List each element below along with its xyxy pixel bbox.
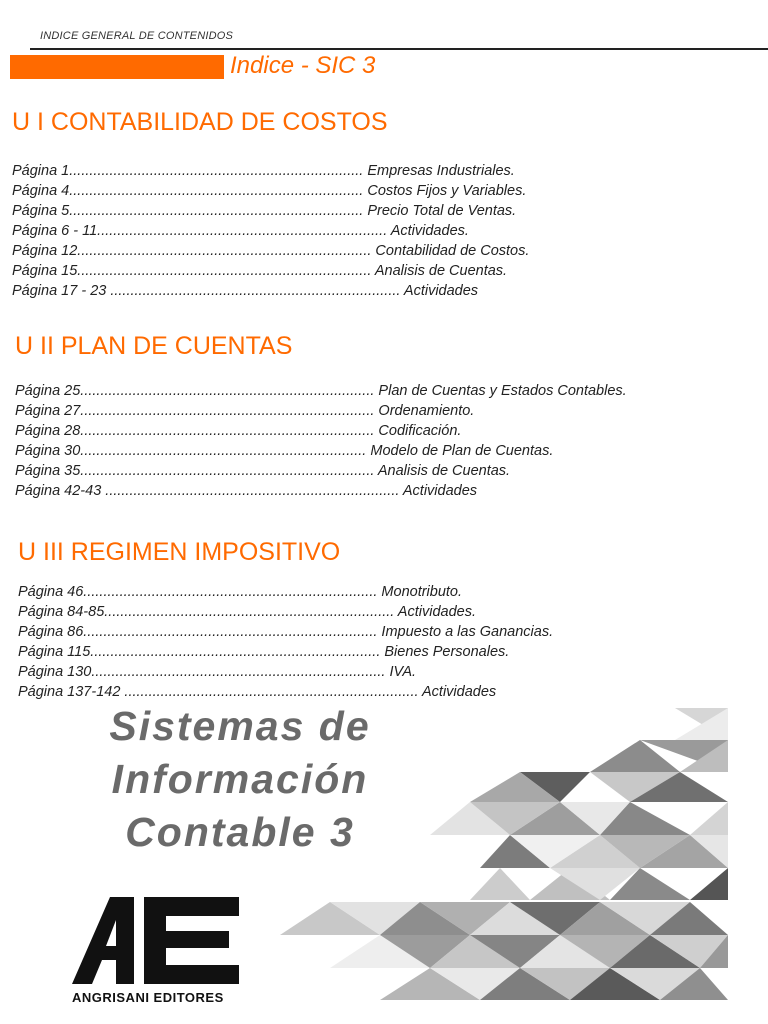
toc-entry: Página 35......................................................................... Analisis de Cuentas. xyxy=(15,463,511,479)
header-rule xyxy=(30,48,768,50)
cover-title-line: Información xyxy=(111,756,369,802)
toc-entry: Página 4......................................................................... Costos Fijos y Variables. xyxy=(12,183,527,199)
cover-title-line: Contable 3 xyxy=(125,809,355,855)
toc-entry: Página 28......................................................................... Codificación. xyxy=(15,423,462,439)
toc-list-unit-3 xyxy=(18,582,553,702)
triangle-mosaic-decoration xyxy=(270,700,730,1005)
toc-entry: Página 84-85........................................................................ Actividades. xyxy=(18,604,476,620)
header-section-label: INDICE GENERAL DE CONTENIDOS xyxy=(40,30,234,42)
publisher-name: ANGRISANI EDITORES xyxy=(72,990,224,1005)
toc-entry: Página 27......................................................................... Ordenamiento. xyxy=(15,403,475,419)
accent-bar xyxy=(10,55,224,79)
toc-list-unit-1 xyxy=(12,161,529,301)
toc-entry: Página 42-43 ......................................................................... Actividades xyxy=(15,483,478,499)
toc-entry: Página 6 - 11........................................................................ Actividades. xyxy=(12,223,469,239)
unit-heading-1: U I CONTABILIDAD DE COSTOS xyxy=(12,108,388,136)
toc-entry: Página 25......................................................................... Plan de Cuentas y Estados Contables. xyxy=(15,383,627,399)
toc-entry: Página 12......................................................................... Contabilidad de Costos. xyxy=(12,243,530,259)
unit-heading-2: U II PLAN DE CUENTAS xyxy=(15,332,293,360)
document-title: Indice - SIC 3 xyxy=(230,52,376,79)
unit-heading-3: U III REGIMEN IMPOSITIVO xyxy=(18,538,341,566)
toc-entry: Página 30....................................................................... Modelo de Plan de Cuentas. xyxy=(15,443,554,459)
toc-list-unit-2 xyxy=(15,381,627,501)
toc-entry: Página 86......................................................................... Impuesto a las Ganancias. xyxy=(18,624,554,640)
toc-entry: Página 137-142 ......................................................................... Actividades xyxy=(18,684,497,700)
toc-entry: Página 130......................................................................... IVA. xyxy=(18,664,417,680)
toc-entry: Página 46......................................................................... Monotributo. xyxy=(18,584,463,600)
toc-entry: Página 1......................................................................... Empresas Industriales. xyxy=(12,163,515,179)
toc-entry: Página 15......................................................................... Analisis de Cuentas. xyxy=(12,263,508,279)
toc-entry: Página 115........................................................................ Bienes Personales. xyxy=(18,644,510,660)
cover-title-line: Sistemas de xyxy=(109,703,371,749)
toc-entry: Página 17 - 23 ........................................................................ Actividades xyxy=(12,283,479,299)
toc-entry: Página 5......................................................................... Precio Total de Ventas. xyxy=(12,203,517,219)
